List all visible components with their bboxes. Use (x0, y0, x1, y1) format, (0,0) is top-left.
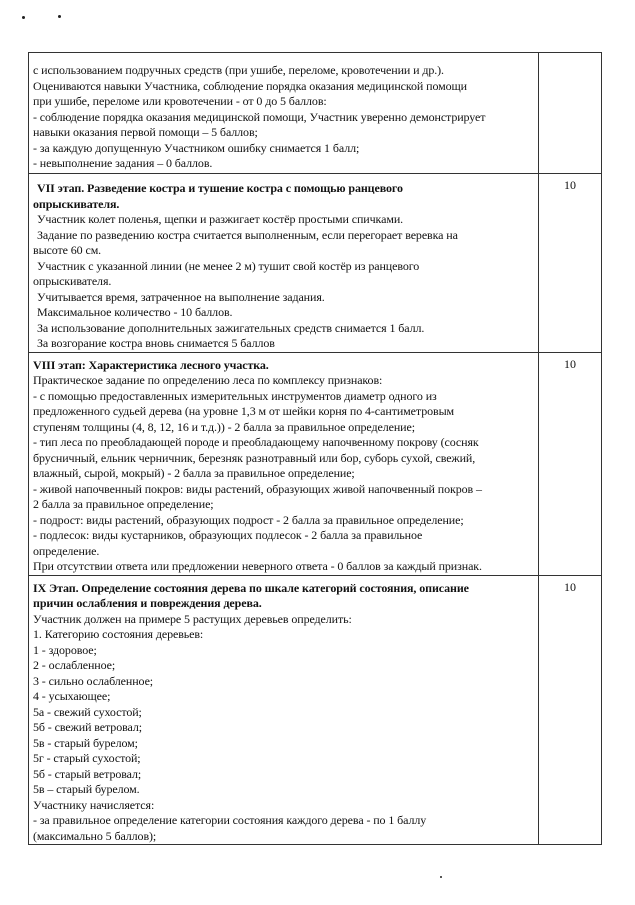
text-line: Задание по разведению костра считается выполненным, если перегорает веревка на (37, 227, 458, 242)
text-line: 5б - старый ветровал; (33, 766, 142, 781)
text-line: 1. Категорию состояния деревьев: (33, 627, 204, 641)
text-line: Практическое задание по определению леса по комплексу признаков: (33, 373, 383, 387)
stage-title: VIII этап: Характеристика лесного участка. (33, 357, 269, 372)
text-line: ступеням толщины (4, 8, 12, 16 и т.д.)) - 2 балла за правильное определение; (33, 419, 415, 434)
scan-speck (440, 876, 442, 878)
text-line: Участник с указанной линии (не менее 2 м) тушит свой костёр из ранцевого (37, 258, 420, 273)
stage-8-cell (29, 352, 539, 575)
text-line: с использованием подручных средств (при ушибе, переломе, кровотечении и др.). (33, 63, 444, 77)
text-line: 3 - сильно ослабленное; (33, 673, 154, 688)
text-line: - тип леса по преобладающей породе и преобладающему напочвенному покрову (сосняк (33, 435, 479, 449)
text-line: При отсутствии ответа или предложении неверного ответа - 0 баллов за каждый признак. (33, 559, 482, 573)
text-line: - подрост: виды растений, образующих подрост - 2 балла за правильное определение; (33, 512, 464, 527)
text-line: - живой напочвенный покров: виды растений, образующих живой напочвенный покров – (33, 481, 482, 496)
table-row (29, 53, 602, 174)
text-line: 5г - старый сухостой; (33, 751, 141, 765)
text-line: брусничный, ельник черничник, березняк разнотравный или бор, суборь сухой, свежий, (33, 450, 476, 465)
text-line: Оцениваются навыки Участника, соблюдение порядка оказания медицинской помощи (33, 78, 467, 93)
points-cell: 10 (539, 352, 602, 575)
stage-title: опрыскивателя. (33, 196, 120, 211)
text-line: при ушибе, переломе или кровотечении - от 0 до 5 баллов: (33, 94, 327, 108)
text-line: 5в - старый бурелом; (33, 735, 138, 750)
stage-7-cell (29, 174, 539, 353)
text-line: 1 - здоровое; (33, 642, 97, 657)
text-line: навыки оказания первой помощи – 5 баллов; (33, 125, 258, 139)
points-cell: 10 (539, 174, 602, 353)
text-line: - соблюдение порядка оказания медицинской помощи, Участник уверенно демонстрирует (33, 109, 486, 124)
text-line: - невыполнение задания – 0 баллов. (33, 156, 213, 170)
scan-speck (58, 15, 61, 18)
text-line: влажный, сырой, мокрый) - 2 балла за правильное определение; (33, 466, 355, 480)
section-continuation-cell (29, 53, 539, 174)
table-row (29, 174, 602, 353)
text-line: 2 - ослабленное; (33, 658, 116, 672)
text-line: За использование дополнительных зажигательных средств снимается 1 балл. (37, 320, 425, 335)
text-line: 5в – старый бурелом. (33, 782, 140, 796)
text-line: 4 - усыхающее; (33, 689, 111, 703)
text-line: - за каждую допущенную Участником ошибку снимается 1 балл; (33, 140, 360, 155)
stage-title: VII этап. Разведение костра и тушение костра с помощью ранцевого (37, 181, 403, 195)
stage-title: причин ослабления и повреждения дерева. (33, 596, 262, 610)
text-line: 2 балла за правильное определение; (33, 497, 214, 511)
text-line: 5а - свежий сухостой; (33, 704, 142, 719)
stage-9-cell (29, 575, 539, 845)
table-row (29, 575, 602, 845)
scan-speck (22, 16, 25, 19)
text-line: Участник колет поленья, щепки и разжигает костёр простыми спичками. (37, 212, 404, 226)
text-line: За возгорание костра вновь снимается 5 баллов (37, 336, 275, 350)
text-line: определение. (33, 543, 100, 558)
text-line: опрыскивателя. (33, 274, 112, 288)
text-line: Участнику начисляется: (33, 797, 155, 812)
text-line: - подлесок: виды кустарников, образующих подлесок - 2 балла за правильное (33, 528, 423, 542)
table-row (29, 352, 602, 575)
text-line: 5б - свежий ветровал; (33, 720, 142, 734)
points-cell: 10 (539, 575, 602, 845)
text-line: предложенного судьей дерева (на уровне 1,3 м от шейки корня по 4-сантиметровым (33, 404, 455, 418)
assessment-table (28, 52, 602, 845)
text-line: Максимальное количество - 10 баллов. (37, 305, 233, 319)
points-cell (539, 53, 602, 174)
stage-title: IX Этап. Определение состояния дерева по шкале категорий состояния, описание (33, 580, 469, 595)
text-line: - с помощью предоставленных измерительных инструментов диаметр одного из (33, 388, 437, 403)
text-line: (максимально 5 баллов); (33, 828, 157, 843)
text-line: высоте 60 см. (33, 243, 102, 257)
text-line: Участник должен на примере 5 растущих деревьев определить: (33, 611, 352, 626)
text-line: Учитывается время, затраченное на выполнение задания. (37, 289, 325, 304)
text-line: - за правильное определение категории состояния каждого дерева - по 1 баллу (33, 813, 427, 827)
